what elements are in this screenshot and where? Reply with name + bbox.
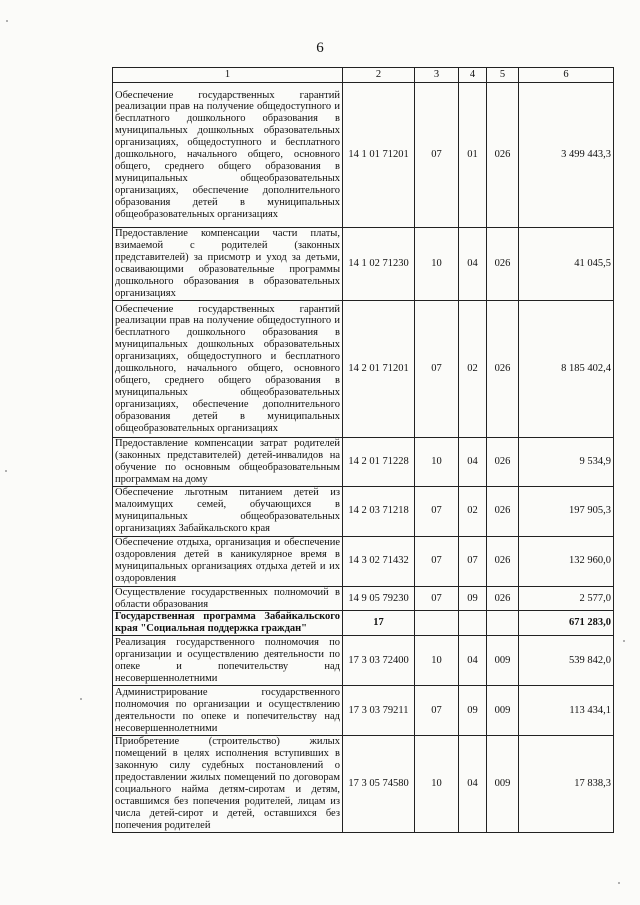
section-code: 10 xyxy=(415,228,459,301)
table-row xyxy=(113,636,614,686)
column-number-row xyxy=(113,68,614,83)
section-code: 10 xyxy=(415,636,459,686)
column-number: 6 xyxy=(519,68,614,83)
target-code: 14 2 01 71201 xyxy=(343,301,415,438)
row-description: Государственная программа Забайкальского края "Социальная поддержка граждан" xyxy=(113,611,343,636)
table-row xyxy=(113,486,614,536)
amount: 3 499 443,3 xyxy=(519,83,614,228)
row-description: Предоставление компенсации части платы, взимаемой с родителей (законных представителей) за присмотр и уход за детьми, осваивающими образовательные программы дошкольного образования в образовательных организациях xyxy=(113,228,343,301)
section-code: 10 xyxy=(415,736,459,832)
agency-code: 026 xyxy=(487,536,519,586)
target-code: 17 3 03 79211 xyxy=(343,686,415,736)
row-description: Приобретение (строительство) жилых помещений в целях исполнения вступивших в законную силу судебных постановлений о предоставлении жилых помещений по договорам социального найма детям-сиротам и детям, оставшимся без попечения родителей, лицам из числа детей-сирот и детей, оставшихся без попечения родителей xyxy=(113,736,343,832)
agency-code: 009 xyxy=(487,736,519,832)
agency-code: 026 xyxy=(487,438,519,487)
target-code: 14 1 02 71230 xyxy=(343,228,415,301)
target-code: 14 2 03 71218 xyxy=(343,486,415,536)
row-description: Обеспечение льготным питанием детей из малоимущих семей, обучающихся в муниципальных общеобразовательных организациях Забайкальского края xyxy=(113,486,343,536)
row-description: Обеспечение государственных гарантий реализации прав на получение общедоступного и бесплатного дошкольного образования в муниципальных дошкольных образовательных организациях, общедоступного и бесплатного дошкольного, начального общего, основного общего, среднего общего образования в муниципальных общеобразовательных организациях, обеспечение дополнительного образования детей в муниципальных общеобразовательных организациях xyxy=(113,83,343,228)
subsection-code: 01 xyxy=(459,83,487,228)
agency-code: 026 xyxy=(487,301,519,438)
target-code: 14 3 02 71432 xyxy=(343,536,415,586)
target-code: 14 9 05 79230 xyxy=(343,586,415,611)
amount: 9 534,9 xyxy=(519,438,614,487)
agency-code: 026 xyxy=(487,486,519,536)
row-description: Предоставление компенсации затрат родителей (законных представителей) детей-инвалидов на обучение по основным общеобразовательным программам на дому xyxy=(113,438,343,487)
section-code: 07 xyxy=(415,536,459,586)
agency-code: 009 xyxy=(487,636,519,686)
target-code: 14 1 01 71201 xyxy=(343,83,415,228)
column-number: 5 xyxy=(487,68,519,83)
amount: 41 045,5 xyxy=(519,228,614,301)
scan-speck xyxy=(6,20,8,22)
subsection-code xyxy=(459,611,487,636)
column-number: 3 xyxy=(415,68,459,83)
target-code: 14 2 01 71228 xyxy=(343,438,415,487)
amount: 671 283,0 xyxy=(519,611,614,636)
amount: 17 838,3 xyxy=(519,736,614,832)
subsection-code: 02 xyxy=(459,486,487,536)
amount: 113 434,1 xyxy=(519,686,614,736)
row-description: Реализация государственного полномочия по организации и осуществлению деятельности по опеке и попечительству над несовершеннолетними xyxy=(113,636,343,686)
column-number: 1 xyxy=(113,68,343,83)
subsection-code: 07 xyxy=(459,536,487,586)
amount: 2 577,0 xyxy=(519,586,614,611)
table-row xyxy=(113,736,614,832)
agency-code xyxy=(487,611,519,636)
table-row xyxy=(113,536,614,586)
subsection-code: 04 xyxy=(459,636,487,686)
table-row xyxy=(113,586,614,611)
table-row xyxy=(113,301,614,438)
target-code: 17 3 03 72400 xyxy=(343,636,415,686)
subsection-code: 04 xyxy=(459,736,487,832)
subsection-code: 09 xyxy=(459,686,487,736)
scan-speck xyxy=(80,698,82,700)
amount: 132 960,0 xyxy=(519,536,614,586)
amount: 539 842,0 xyxy=(519,636,614,686)
section-code: 07 xyxy=(415,586,459,611)
target-code: 17 xyxy=(343,611,415,636)
scan-speck xyxy=(5,470,7,472)
column-number: 4 xyxy=(459,68,487,83)
section-code: 07 xyxy=(415,686,459,736)
section-code: 07 xyxy=(415,83,459,228)
target-code: 17 3 05 74580 xyxy=(343,736,415,832)
row-description: Администрирование государственного полномочия по организации и осуществлению деятельности по опеке и попечительству над несовершеннолетними xyxy=(113,686,343,736)
agency-code: 026 xyxy=(487,228,519,301)
subsection-code: 09 xyxy=(459,586,487,611)
subsection-code: 04 xyxy=(459,228,487,301)
row-description: Обеспечение отдыха, организация и обеспечение оздоровления детей в каникулярное время в муниципальных организациях отдыха детей и их оздоровления xyxy=(113,536,343,586)
subsection-code: 04 xyxy=(459,438,487,487)
table-row xyxy=(113,611,614,636)
row-description: Обеспечение государственных гарантий реализации прав на получение общедоступного и бесплатного дошкольного образования в муниципальных дошкольных образовательных организациях, общедоступного и бесплатного дошкольного, начального общего, основного общего, среднего общего образования в муниципальных общеобразовательных организациях, обеспечение дополнительного образования детей в муниципальных общеобразовательных организациях xyxy=(113,301,343,438)
section-code: 07 xyxy=(415,301,459,438)
section-code: 10 xyxy=(415,438,459,487)
page-number: 6 xyxy=(316,40,324,56)
amount: 197 905,3 xyxy=(519,486,614,536)
column-number: 2 xyxy=(343,68,415,83)
section-code: 07 xyxy=(415,486,459,536)
table-row xyxy=(113,686,614,736)
table-row xyxy=(113,438,614,487)
row-description: Осуществление государственных полномочий в области образования xyxy=(113,586,343,611)
subsection-code: 02 xyxy=(459,301,487,438)
agency-code: 009 xyxy=(487,686,519,736)
scan-speck xyxy=(618,882,620,884)
budget-table xyxy=(112,67,614,833)
table-row xyxy=(113,83,614,228)
amount: 8 185 402,4 xyxy=(519,301,614,438)
table-row xyxy=(113,228,614,301)
agency-code: 026 xyxy=(487,586,519,611)
agency-code: 026 xyxy=(487,83,519,228)
scan-speck xyxy=(623,640,625,642)
section-code xyxy=(415,611,459,636)
